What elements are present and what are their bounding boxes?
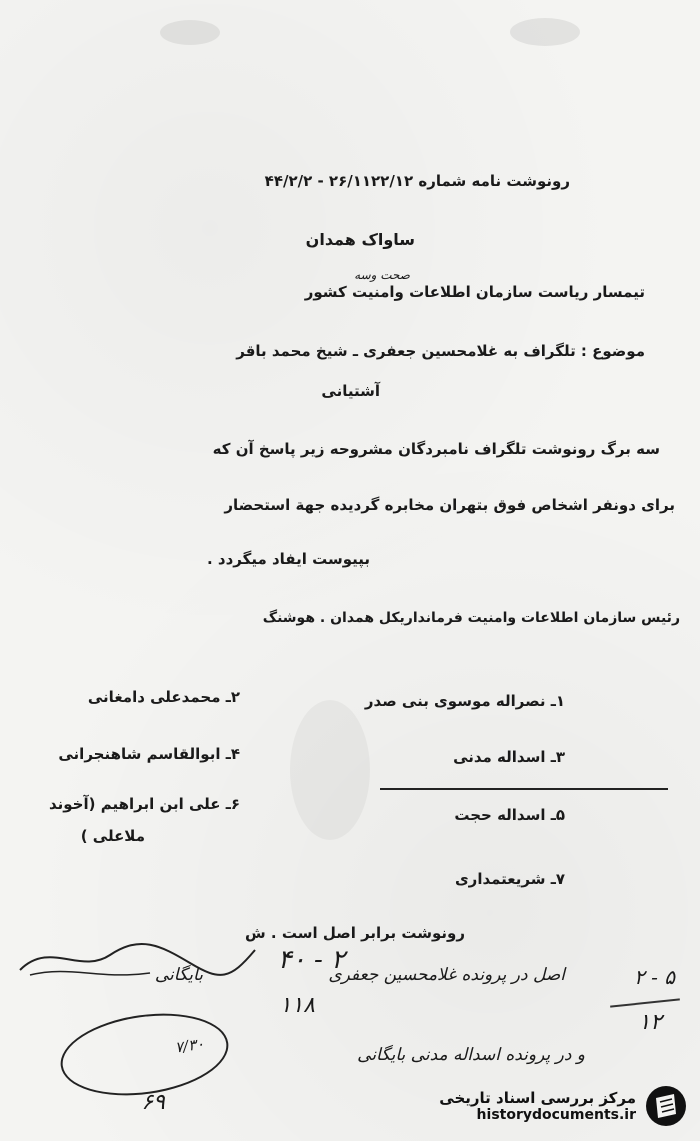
name-list-item: ۳ـ اسداله مدنی xyxy=(453,748,565,766)
subject-line: موضوع : تلگراف به غلامحسین جعفری ـ شیخ محمد باقر xyxy=(236,342,645,360)
name-list-item: ۶ـ علی ابن ابراهیم (آخوند xyxy=(48,795,240,813)
handwritten-fraction-bottom: ۱۲ xyxy=(638,1010,662,1035)
certification-line: رونوشت برابر اصل است . ش xyxy=(245,924,465,942)
handwritten-note xyxy=(155,965,565,985)
handwritten-file-number: ۴۰ - ۲ xyxy=(277,945,345,975)
archive-logo-icon xyxy=(644,1084,688,1128)
paper-stain xyxy=(290,700,370,840)
name-list-item: ۴ـ ابوالقاسم شاهنجرانی xyxy=(58,745,240,763)
reference-line: رونوشت نامه شماره ۲۶/۱۱۲۲/۱۲ - ۴۴/۲/۲ xyxy=(264,172,570,190)
name-list-item: ۲ـ محمدعلی دامغانی xyxy=(87,688,240,706)
name-list-item: ۱ـ نصراله موسوی بنی صدر xyxy=(364,692,565,710)
paper-stain xyxy=(510,18,580,46)
signature-line: رئیس سازمان اطلاعات وامنیت فرمانداریکل همدان . هوشنگ xyxy=(262,610,680,626)
fraction-bar xyxy=(610,998,680,1007)
addressee-handwritten-note: صحت وسه xyxy=(354,268,410,282)
body-line: بپیوست ایفاد میگردد . xyxy=(206,550,370,568)
watermark-text xyxy=(439,1089,636,1123)
body-line: برای دونفر اشخاص فوق بتهران مخابره گردیده جهة استحضار xyxy=(224,496,675,514)
handwritten-note-text: اصل در پرونده غلامحسین جعفری xyxy=(328,965,565,985)
organization-title: ساواک همدان xyxy=(305,230,415,249)
handwritten-fraction-top: ۲ - ۵ xyxy=(634,965,675,989)
subject-line-continued: آشتیانی xyxy=(321,382,380,400)
watermark-title: مرکز بررسی اسناد تاریخی xyxy=(439,1089,636,1107)
handwritten-note: و در پرونده اسداله مدنی بایگانی xyxy=(357,1045,585,1065)
handwritten-note-suffix: بایگانی xyxy=(154,965,203,985)
watermark-url: historydocuments.ir xyxy=(476,1107,636,1123)
body-line: سه برگ رونوشت تلگراف نامبردگان مشروحه زیر پاسخ آن که xyxy=(212,440,660,458)
underline-rule xyxy=(380,788,668,790)
name-list-item: ۷ـ شریعتمداری xyxy=(454,870,565,888)
paper-stain xyxy=(160,20,220,45)
name-list-item: ۵ـ اسداله حجت xyxy=(454,806,565,824)
addressee-line: تیمسار ریاست سازمان اطلاعات وامنیت کشور xyxy=(304,283,645,301)
archive-watermark xyxy=(388,1078,688,1134)
page-number: ۶۹ xyxy=(141,1090,165,1115)
oval-text: ۷/۳۰ xyxy=(173,1034,206,1057)
handwritten-file-number-bottom: ۱۱۸ xyxy=(279,993,315,1018)
name-list-item-continued: ملاعلی ) xyxy=(80,827,145,845)
